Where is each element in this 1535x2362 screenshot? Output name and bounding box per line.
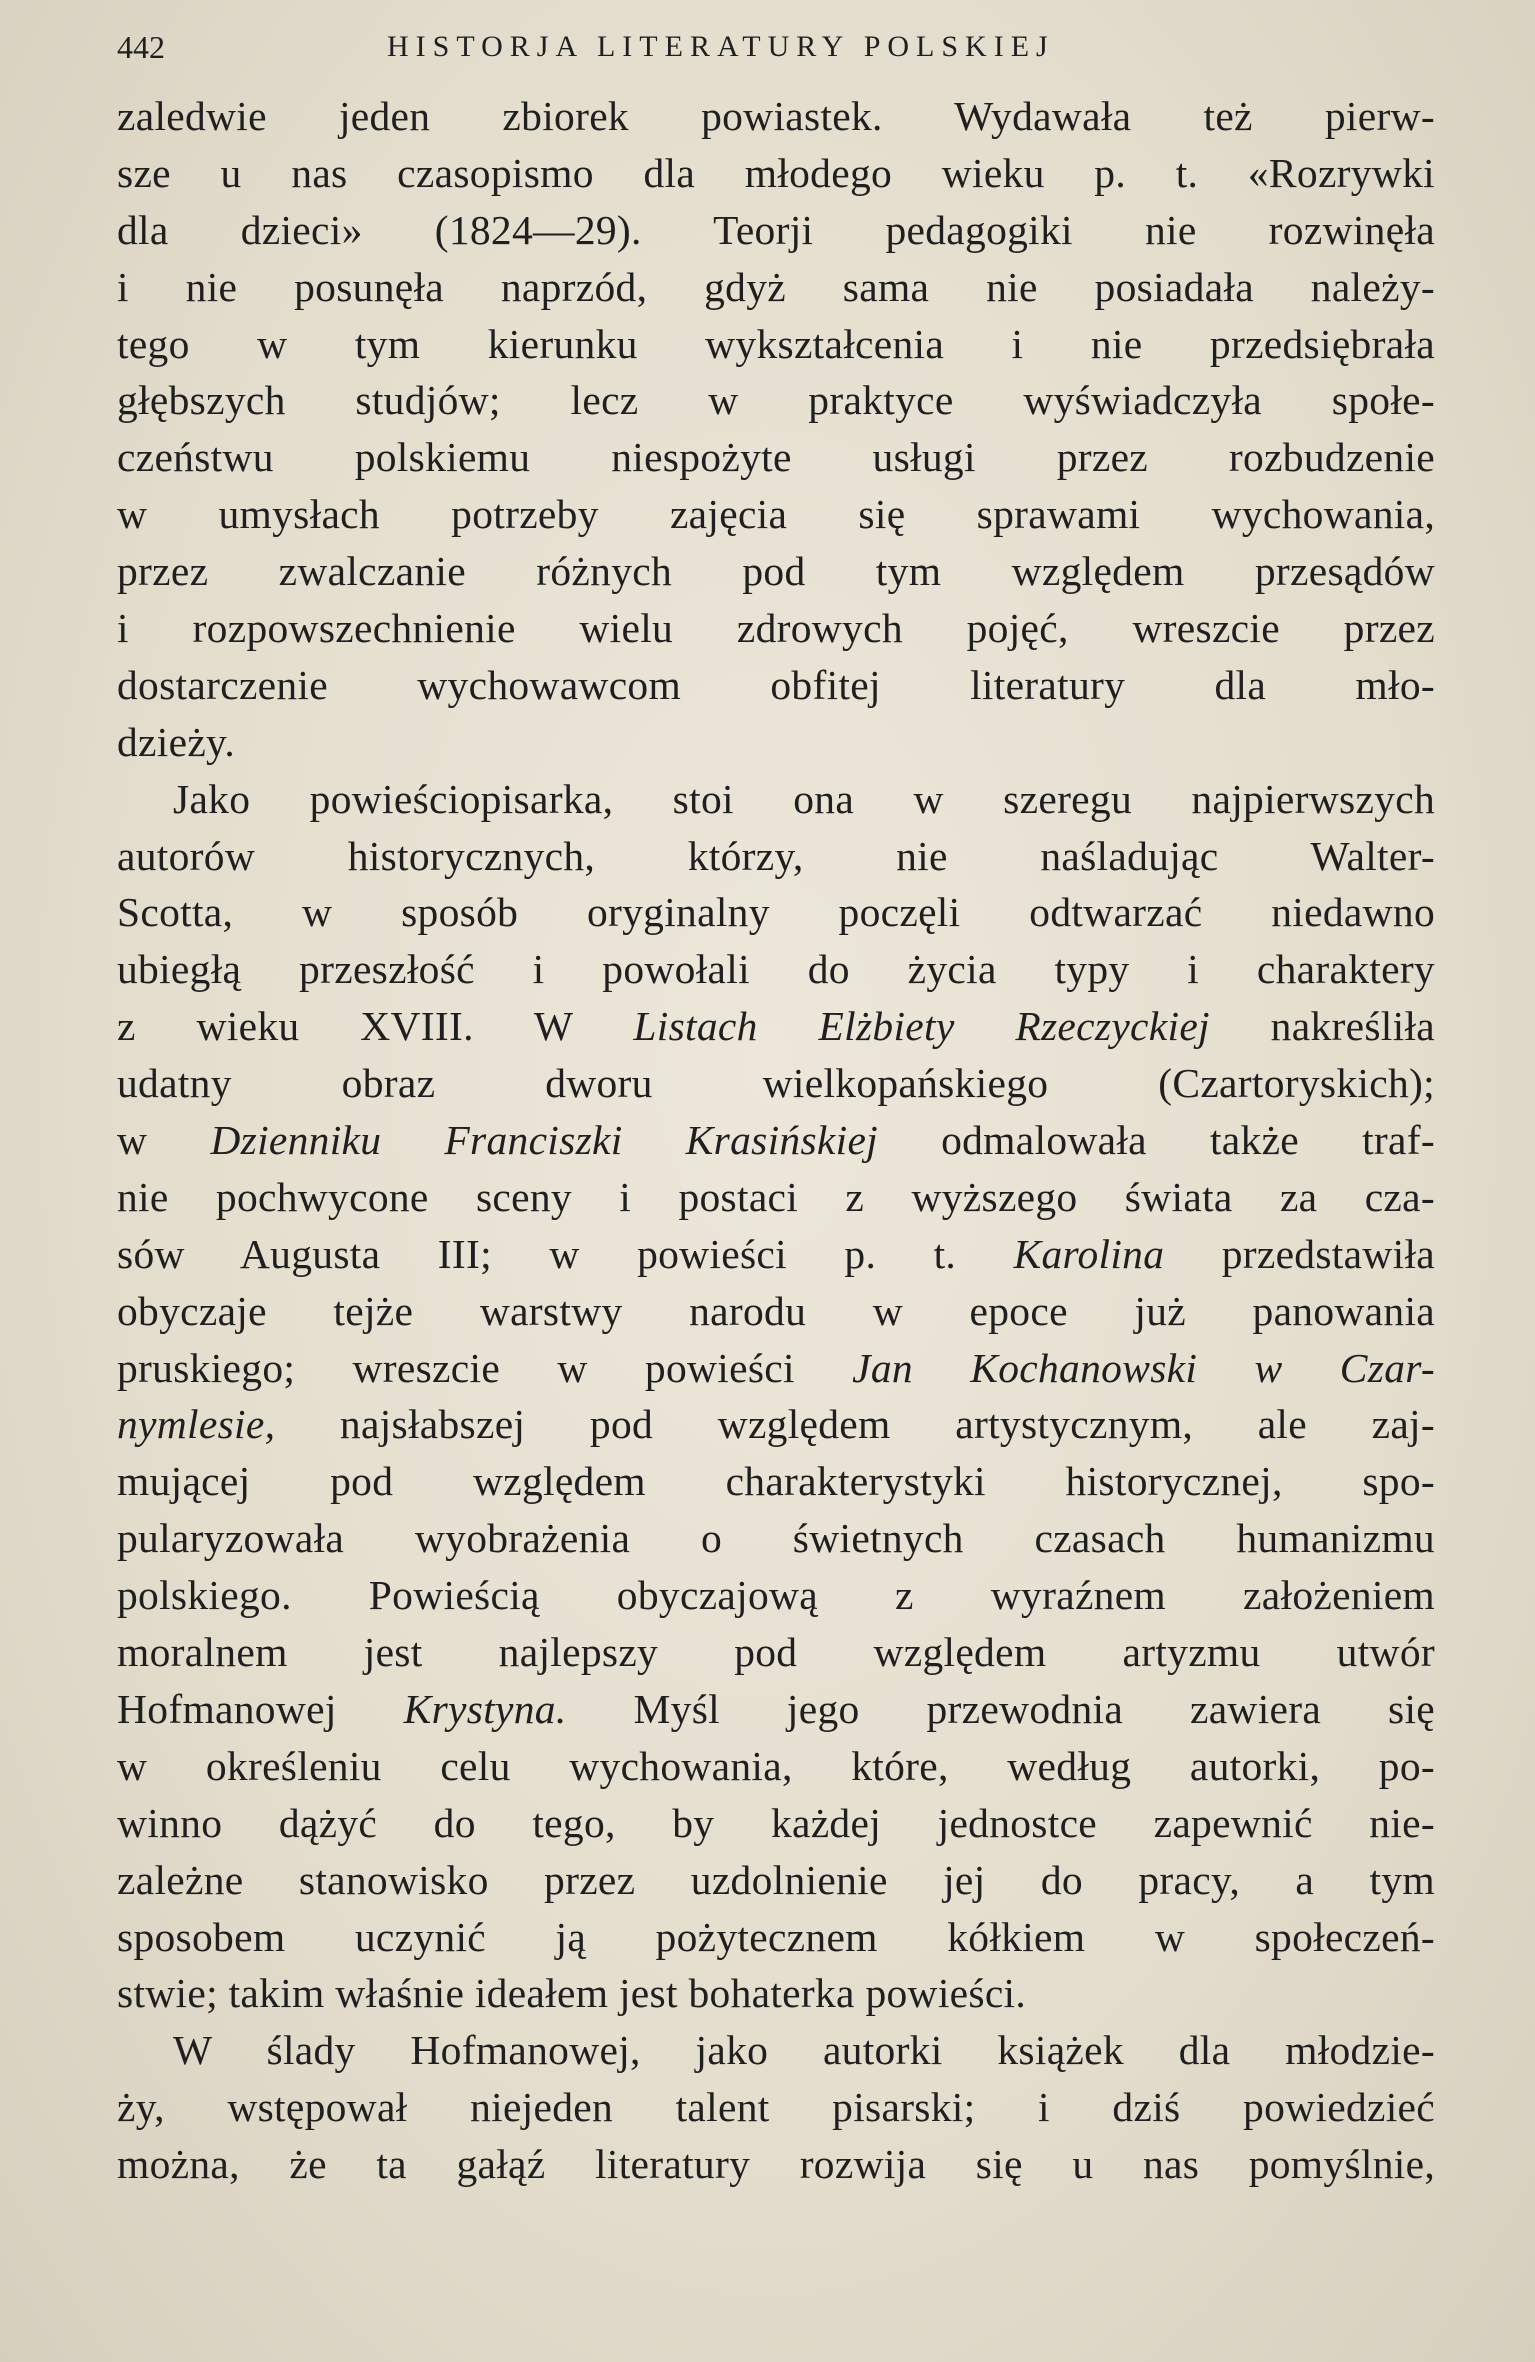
italic-title: Jan Kochanowski w Czar- [852,1344,1435,1391]
line-segment: pruskiego; wreszcie w powieści [117,1344,853,1391]
italic-title: Krystyna. [403,1685,567,1732]
text-line: moralnem jest najlepszy pod względem artyzmu utwór [117,1629,1435,1676]
line-segment: nakreśliła [1209,1003,1435,1050]
text-line: pularyzowała wyobrażenia o świetnych czasach humanizmu [117,1515,1435,1562]
text-line: ubiegłą przeszłość i powołali do życia typy i charaktery [117,946,1435,993]
line-segment: Hofmanowej [117,1685,404,1732]
italic-title: Karolina [1013,1230,1165,1277]
paragraph-first-line: W ślady Hofmanowej, jako autorki książek dla młodzie- [173,2027,1435,2074]
text-line: Scotta, w sposób oryginalny poczęli odtwarzać niedawno [117,889,1435,936]
text-line: stwie; takim właśnie ideałem jest bohaterka powieści. [117,1970,1027,2017]
text-line: zaledwie jeden zbiorek powiastek. Wydawała też pierw- [117,93,1435,139]
text-line: i rozpowszechnienie wielu zdrowych pojęć, wreszcie przez [117,605,1435,652]
text-line: nie pochwycone sceny i postaci z wyższego świata za cza- [117,1173,1435,1220]
body-text [117,88,1435,2193]
text-line: dostarczenie wychowawcom obfitej literatury dla mło- [117,661,1435,708]
text-line [117,1226,1435,1283]
text-line [117,998,1435,1055]
text-line: dzieży. [117,718,236,765]
text-line: przez zwalczanie różnych pod tym względem przesądów [117,548,1435,595]
line-segment: sów Augusta III; w powieści p. t. [117,1230,1014,1277]
text-line: autorów historycznych, którzy, nie naśladując Walter- [117,832,1435,879]
text-line: udatny obraz dworu wielkopańskiego (Czartoryskich); [117,1060,1435,1107]
text-line: sze u nas czasopismo dla młodego wieku p. t. «Rozrywki [117,149,1435,196]
text-line [117,1396,1435,1453]
text-line: ży, wstępował niejeden talent pisarski; i dziś powiedzieć [117,2084,1435,2131]
text-line: można, że ta gałąź literatury rozwija się u nas pomyślnie, [117,2141,1435,2188]
text-line [117,1340,1435,1397]
text-line: polskiego. Powieścią obyczajową z wyraźnem założeniem [117,1572,1435,1619]
text-line [117,1681,1435,1738]
line-segment: z wieku XVIII. W [117,1003,634,1050]
text-line: zależne stanowisko przez uzdolnienie jej do pracy, a tym [117,1856,1435,1903]
text-line: dla dzieci» (1824—29). Teorji pedagogiki nie rozwinęła [117,206,1435,253]
running-head [117,22,1437,72]
italic-title: nymlesie, [117,1401,276,1448]
text-line [117,1112,1435,1169]
italic-title: Listach Elżbiety Rzeczyckiej [633,1003,1210,1050]
line-segment: najsłabszej pod względem artystycznym, ale zaj- [275,1401,1435,1448]
text-line: sposobem uczynić ją pożytecznem kółkiem w społeczeń- [117,1913,1435,1960]
line-segment: Myśl jego przewodnia zawiera się [566,1685,1436,1732]
text-line: czeństwu polskiemu niespożyte usługi przez rozbudzenie [117,434,1435,481]
page-number: 442 [117,29,165,65]
text-line: tego w tym kierunku wykształcenia i nie przedsiębrała [117,320,1435,367]
text-line: mującej pod względem charakterystyki historycznej, spo- [117,1458,1435,1505]
text-line: i nie posunęła naprzód, gdyż sama nie posiadała należy- [117,263,1435,310]
text-line: obyczaje tejże warstwy narodu w epoce już panowania [117,1287,1435,1334]
paragraph-first-line: Jako powieściopisarka, stoi ona w szeregu najpierwszych [173,775,1435,822]
line-segment: w [117,1117,211,1164]
text-line: w umysłach potrzeby zajęcia się sprawami wychowania, [117,491,1435,538]
text-line: głębszych studjów; lecz w praktyce wyświadczyła społe- [117,377,1435,424]
italic-title: Dzienniku Franciszki Krasińskiej [210,1117,879,1164]
text-line: w określeniu celu wychowania, które, według autorki, po- [117,1742,1435,1789]
line-segment: przedstawiła [1164,1230,1436,1277]
line-segment: odmalowała także traf- [878,1117,1435,1164]
text-line: winno dążyć do tego, by każdej jednostce zapewnić nie- [117,1799,1435,1846]
running-title: HISTORJA LITERATURY POLSKIEJ [387,30,1055,63]
